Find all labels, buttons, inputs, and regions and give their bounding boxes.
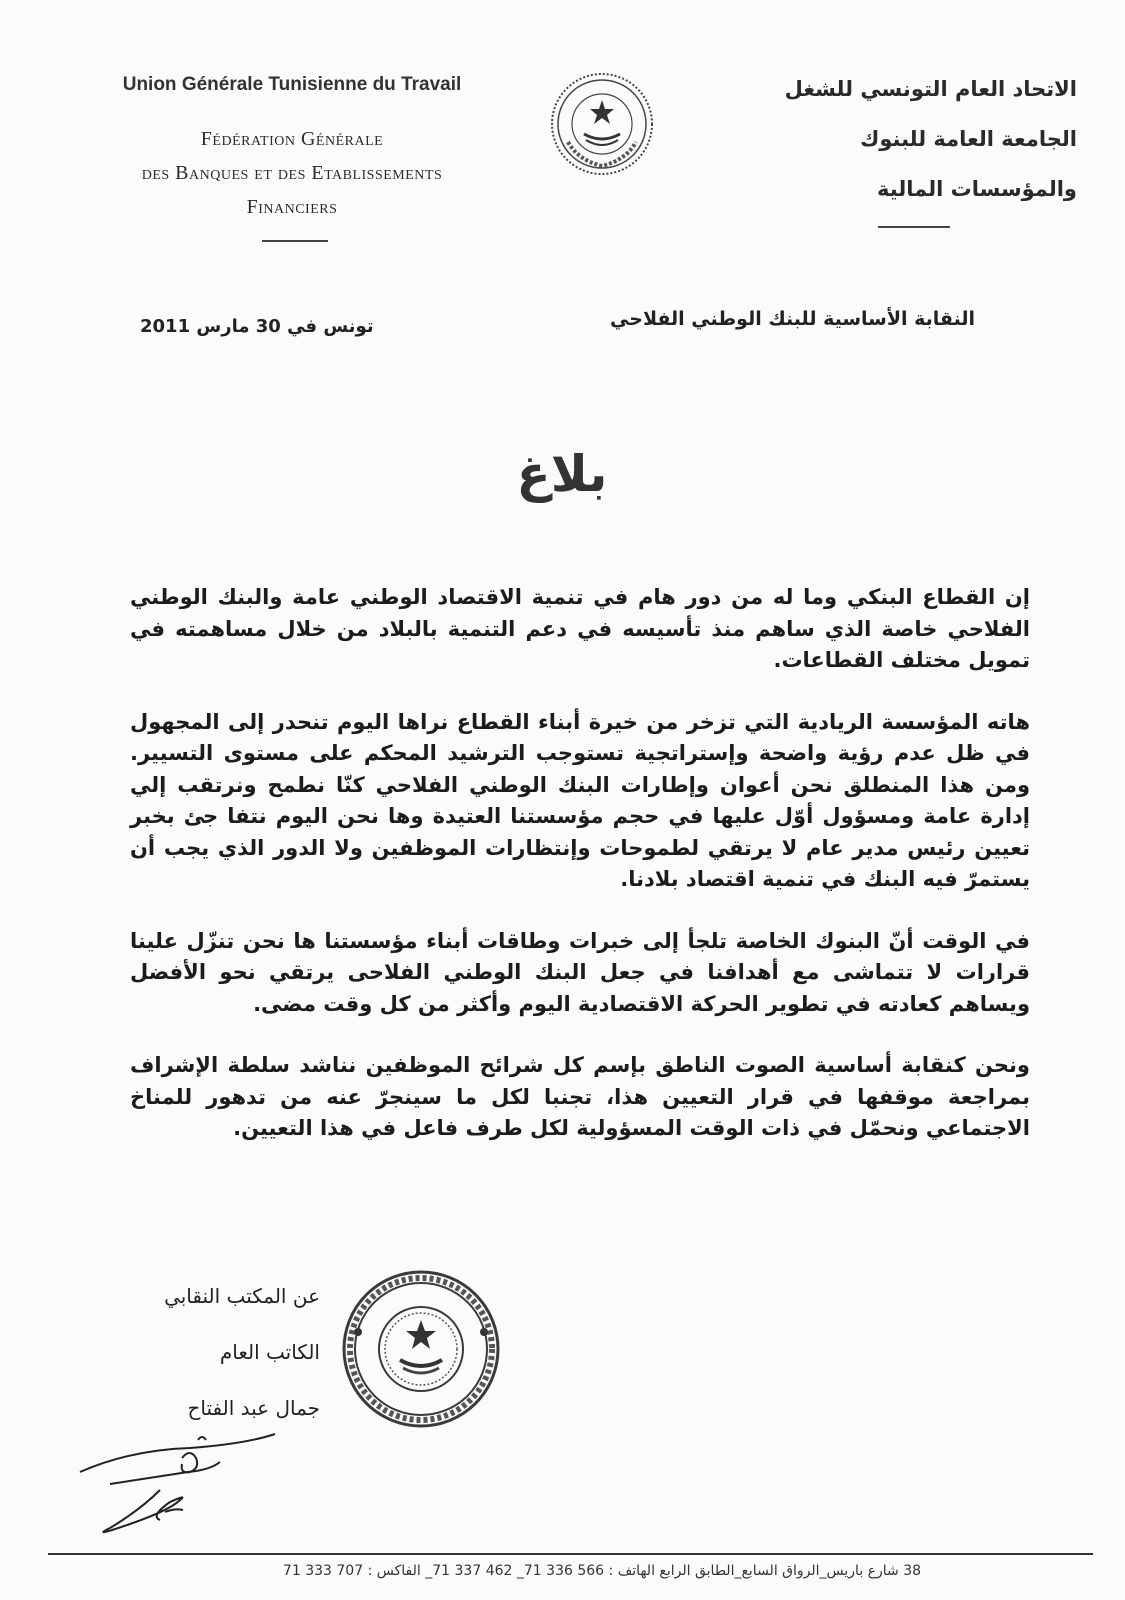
communique-body	[130, 582, 1030, 1175]
handwritten-signature-icon	[70, 1420, 300, 1545]
body-paragraph: هاته المؤسسة الريادية التي تزخر من خيرة أبناء القطاع نراها اليوم تنحدر إلى المجهول في ظل عدم رؤية واضحة وإستراتجية تستوجب الترشيد المحكم على مستوى التسيير. ومن هذا المنطلق نحن أعوان وإطارات البنك الوطني الفلاحي كنّا نطمح ونرتقب إلي إدارة عامة ومسؤول أوّل عليها في حجم مؤسستنا العتيدة وها نحن اليوم نتفا جئ بخبر تعيين رئيس مدير عام لا يرتقي لطموحات وإنتظارات الموظفين ولا الدور الذي يجب أن يستمرّ فيه البنك في تنمية اقتصاد بلادنا.	[130, 709, 1030, 891]
body-paragraph: ونحن كنقابة أساسية الصوت الناطق بإسم كل شرائح الموظفين نناشد سلطة الإشراف بمراجعة موقفها في قرار التعيين هذا، تجنبا لكل ما سينجرّ عنه من تدهور للمناخ الاجتماعي ونحمّل في ذات الوقت المسؤولية لكل طرف فاعل في هذا التعيين.	[130, 1053, 1030, 1140]
document-date: تونس في 30 مارس 2011	[140, 316, 374, 337]
arabic-header-line: والمؤسسات المالية	[877, 177, 1077, 201]
federation-line: Fédération Générale	[200, 128, 384, 150]
header-divider-arabic	[878, 226, 950, 228]
body-paragraph: إن القطاع البنكي وما له من دور هام في تنمية الاقتصاد الوطني عامة والبنك الوطني الفلاحي خاصة الذي ساهم منذ تأسيسه في دعم التنمية بالبلاد من خلال مساهمته في تمويل مختلف القطاعات.	[130, 585, 1030, 672]
document-title: بلاغ	[516, 445, 608, 503]
org-name-arabic	[757, 64, 1077, 214]
arabic-header-line: الاتحاد العام التونسي للشغل	[784, 77, 1077, 101]
body-paragraph: في الوقت أنّ البنوك الخاصة تلجأ إلى خبرات وطاقات أبناء مؤسستنا ها نحن تنزّل علينا قرارات لا تتماشى مع أهدافنا في جعل البنك الوطني الفلاحى يرتقي نحو الأفضل ويساهم كعادته في تطوير الحركة الاقتصادية اليوم وأكثر من كل وقت مضى.	[130, 928, 1030, 1016]
signature-office: عن المكتب النقابي	[164, 1284, 320, 1308]
federation-line: Financiers	[246, 196, 338, 218]
footer-divider	[48, 1553, 1093, 1555]
footer-contact: 38 شارع باريس_الرواق السابع_الطابق الرابع الهاتف : 566 336 71_ 462 337 71_ الفاكس : 707 333 71	[282, 1563, 922, 1579]
signatory-name: جمال عبد الفتاح	[187, 1396, 320, 1420]
header-divider	[262, 240, 328, 242]
signature-block	[140, 1268, 320, 1436]
local-union-name: النقابة الأساسية للبنك الوطني الفلاحي	[610, 308, 975, 330]
federation-name-french	[72, 122, 512, 224]
arabic-header-line: الجامعة العامة للبنوك	[860, 127, 1077, 151]
signature-title: الكاتب العام	[219, 1340, 320, 1364]
union-stamp-icon	[340, 1268, 502, 1430]
union-logo-icon	[548, 70, 656, 178]
federation-line: des Banques et des Etablissements	[141, 162, 443, 184]
org-name-french: Union Générale Tunisienne du Travail	[122, 74, 462, 95]
